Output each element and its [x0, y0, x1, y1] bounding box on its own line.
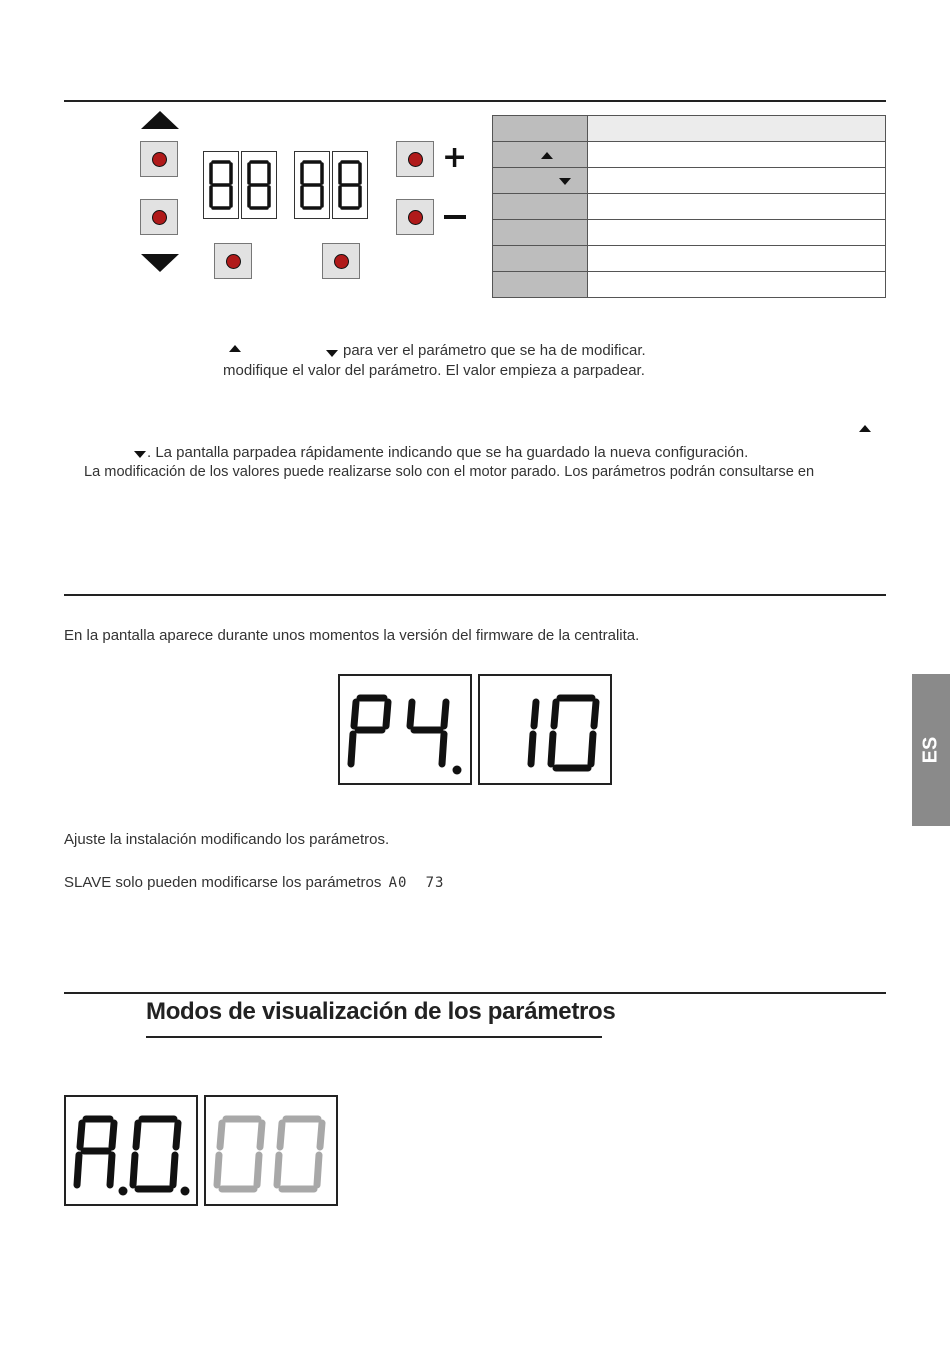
firmware-display-left	[338, 674, 472, 785]
param-display-left-text: A.0.	[66, 1097, 68, 1098]
panel-digit-2	[241, 151, 277, 219]
value-cell	[588, 246, 886, 272]
slave-param-to: 73	[425, 875, 445, 891]
firmware-display-right-text: 10	[480, 676, 482, 677]
minus-icon	[444, 215, 466, 219]
value-cell	[588, 116, 886, 142]
firmware-display-left-text: P4.	[340, 676, 342, 677]
key-cell	[493, 116, 588, 142]
param-display-right-digits	[206, 1097, 336, 1204]
digit-8-icon	[204, 152, 238, 218]
table-row	[493, 220, 886, 246]
instruction-line-2: modifique el valor del parámetro. El valor empieza a parpadear.	[223, 362, 645, 379]
key-legend-table	[492, 115, 886, 298]
slave-text-label: SLAVE solo pueden modificarse los parámetros	[64, 874, 382, 891]
ok-button-right[interactable]	[322, 243, 360, 279]
table-row	[493, 168, 886, 194]
section-rule-top	[64, 100, 886, 102]
arrow-up-icon	[859, 425, 871, 432]
digit-8-icon	[242, 152, 276, 218]
param-display-left	[64, 1095, 198, 1206]
instruction-line-4: La modificación de los valores puede realizarse solo con el motor parado. Los parámetros podrán consultarse en	[84, 464, 815, 480]
language-tab	[912, 674, 950, 826]
instruction-line-3: . La pantalla parpadea rápidamente indicando que se ha guardado la nueva configuración.	[147, 444, 749, 461]
firmware-display-left-digits	[340, 676, 470, 783]
arrow-down-icon	[141, 254, 179, 272]
panel-digit-1	[203, 151, 239, 219]
arrow-up-icon	[141, 111, 179, 129]
section-heading-underline	[146, 1036, 602, 1038]
instruction-line-1: para ver el parámetro que se ha de modificar.	[343, 342, 646, 359]
language-tab-label: ES	[919, 736, 942, 764]
ok-button-left[interactable]	[214, 243, 252, 279]
key-cell	[493, 194, 588, 220]
plus-icon: +	[442, 140, 468, 175]
value-cell	[588, 194, 886, 220]
minus-button[interactable]	[396, 199, 434, 235]
digit-8-icon	[333, 152, 367, 218]
key-cell	[493, 272, 588, 298]
value-cell	[588, 272, 886, 298]
slave-param-from: A0	[388, 875, 408, 891]
value-cell	[588, 220, 886, 246]
table-row	[493, 116, 886, 142]
arrow-up-icon	[541, 152, 553, 159]
firmware-display-right	[478, 674, 612, 785]
param-display-left-digits	[66, 1097, 196, 1204]
slave-text	[64, 874, 444, 891]
adjust-text: Ajuste la instalación modificando los parámetros.	[64, 831, 390, 848]
key-cell	[493, 142, 588, 168]
down-button[interactable]	[140, 199, 178, 235]
param-display-right	[204, 1095, 338, 1206]
plus-button[interactable]	[396, 141, 434, 177]
firmware-display-right-digits	[480, 676, 610, 783]
panel-digit-4	[332, 151, 368, 219]
table-row	[493, 272, 886, 298]
arrow-down-icon	[134, 451, 146, 458]
key-cell	[493, 246, 588, 272]
table-row	[493, 142, 886, 168]
firmware-text: En la pantalla aparece durante unos momentos la versión del firmware de la centralita.	[64, 627, 640, 644]
section-rule-middle	[64, 594, 886, 596]
value-cell	[588, 168, 886, 194]
digit-8-icon	[295, 152, 329, 218]
value-cell	[588, 142, 886, 168]
table-row	[493, 194, 886, 220]
arrow-down-icon	[326, 350, 338, 357]
section-heading: Modos de visualización de los parámetros	[146, 998, 616, 1025]
param-display-right-text: 00	[206, 1097, 208, 1098]
key-cell	[493, 168, 588, 194]
arrow-down-icon	[559, 178, 571, 185]
panel-digit-3	[294, 151, 330, 219]
table-row	[493, 246, 886, 272]
section-rule-bottom	[64, 992, 886, 994]
up-button[interactable]	[140, 141, 178, 177]
key-cell	[493, 220, 588, 246]
arrow-up-icon	[229, 345, 241, 352]
